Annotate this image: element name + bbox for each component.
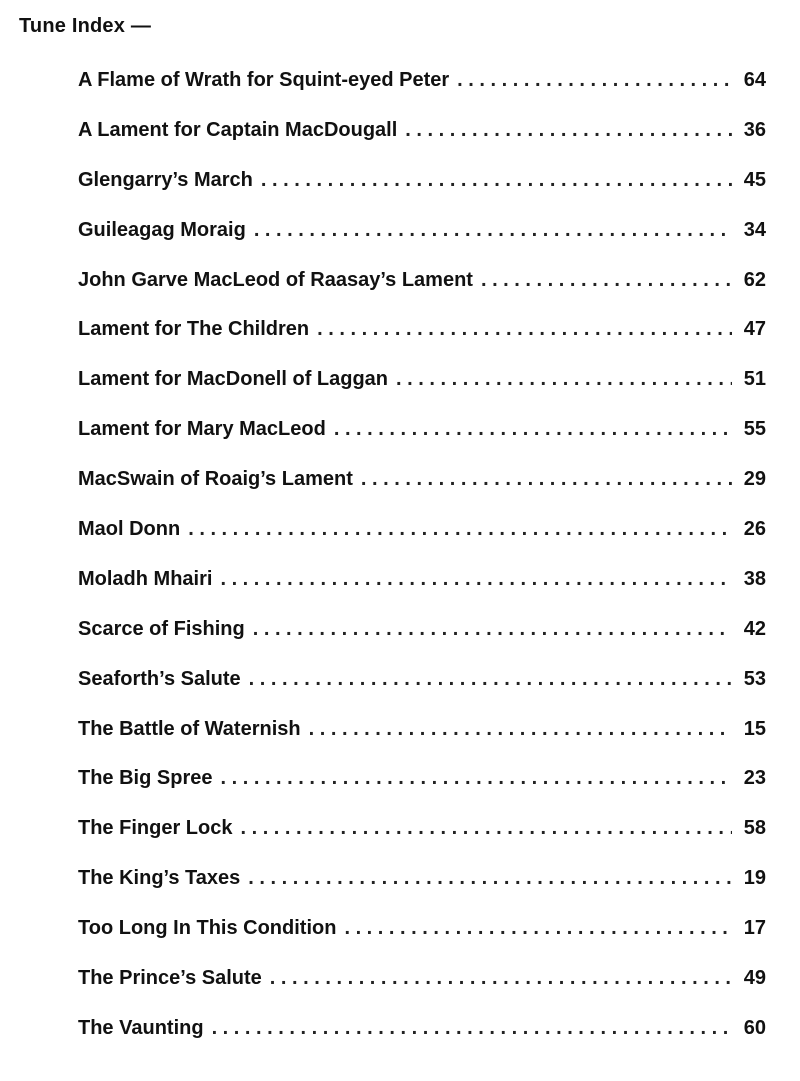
index-heading: Tune Index — bbox=[19, 15, 152, 37]
tune-title: Seaforth’s Salute bbox=[78, 667, 241, 690]
dot-leader bbox=[344, 908, 732, 948]
dot-leader bbox=[457, 60, 732, 100]
dot-leader bbox=[481, 260, 732, 300]
index-entry bbox=[78, 110, 766, 160]
tune-title: Moladh Mhairi bbox=[78, 567, 213, 590]
page-number: 49 bbox=[743, 967, 766, 990]
index-entry bbox=[78, 908, 766, 958]
index-entry bbox=[78, 260, 766, 310]
tune-title: A Flame of Wrath for Squint-eyed Peter bbox=[78, 69, 450, 91]
page-number: 58 bbox=[743, 817, 766, 840]
page-number: 51 bbox=[743, 368, 766, 391]
page-number: 42 bbox=[743, 617, 766, 640]
dot-leader bbox=[254, 210, 732, 250]
page-number: 23 bbox=[743, 767, 766, 790]
page-number: 55 bbox=[743, 418, 766, 441]
tune-title: The Prince’s Salute bbox=[78, 967, 262, 990]
tune-title: John Garve MacLeod of Raasay’s Lament bbox=[78, 268, 473, 291]
index-entry bbox=[78, 808, 766, 858]
index-entry bbox=[78, 160, 766, 210]
dot-leader bbox=[249, 659, 732, 699]
dot-leader bbox=[240, 808, 732, 848]
tune-title: The Big Spree bbox=[78, 767, 213, 790]
page-number: 64 bbox=[743, 69, 766, 91]
tune-index-list bbox=[78, 60, 766, 1058]
index-entry bbox=[78, 858, 766, 908]
index-entry bbox=[78, 309, 766, 359]
dot-leader bbox=[270, 958, 732, 998]
page-number: 34 bbox=[743, 218, 766, 241]
page-number: 38 bbox=[743, 567, 766, 590]
page-number: 17 bbox=[743, 917, 766, 940]
page-number: 15 bbox=[743, 717, 766, 740]
index-entry bbox=[78, 958, 766, 1008]
tune-title: MacSwain of Roaig’s Lament bbox=[78, 468, 353, 491]
index-entry bbox=[78, 509, 766, 559]
index-entry bbox=[78, 559, 766, 609]
tune-title: The Vaunting bbox=[78, 1016, 204, 1039]
tune-title: Lament for MacDonell of Laggan bbox=[78, 368, 389, 391]
tune-title: Too Long In This Condition bbox=[78, 917, 337, 940]
tune-title: Guileagag Moraig bbox=[78, 218, 246, 241]
tune-title: Glengarry’s March bbox=[78, 168, 253, 191]
dot-leader bbox=[253, 609, 732, 649]
page-number: 60 bbox=[743, 1016, 766, 1039]
index-entry bbox=[78, 709, 766, 759]
page-number: 62 bbox=[743, 268, 766, 291]
index-entry bbox=[78, 459, 766, 509]
index-entry bbox=[78, 1008, 766, 1058]
index-entry bbox=[78, 659, 766, 709]
tune-title: Scarce of Fishing bbox=[78, 617, 245, 640]
dot-leader bbox=[248, 858, 732, 898]
dot-leader bbox=[317, 309, 732, 349]
tune-title: A Lament for Captain MacDougall bbox=[78, 118, 398, 141]
dot-leader bbox=[188, 509, 732, 549]
page-number: 19 bbox=[743, 867, 766, 890]
index-entry bbox=[78, 409, 766, 459]
page-number: 36 bbox=[743, 118, 766, 141]
dot-leader bbox=[361, 459, 732, 499]
index-entry bbox=[78, 60, 766, 110]
tune-title: The Battle of Waternish bbox=[78, 717, 301, 740]
dot-leader bbox=[396, 359, 732, 399]
tune-title: Maol Donn bbox=[78, 518, 181, 541]
tune-title: Lament for Mary MacLeod bbox=[78, 418, 326, 441]
page-number: 26 bbox=[743, 518, 766, 541]
dot-leader bbox=[212, 1008, 732, 1048]
dot-leader bbox=[405, 110, 732, 150]
tune-title: Lament for The Children bbox=[78, 318, 310, 341]
page-number: 47 bbox=[743, 318, 766, 341]
index-entry bbox=[78, 609, 766, 659]
index-entry bbox=[78, 359, 766, 409]
tune-title: The Finger Lock bbox=[78, 817, 233, 840]
dot-leader bbox=[309, 709, 732, 749]
index-entry bbox=[78, 758, 766, 808]
page-number: 53 bbox=[743, 667, 766, 690]
page-number: 29 bbox=[743, 468, 766, 491]
page-number: 45 bbox=[743, 168, 766, 191]
tune-title: The King’s Taxes bbox=[78, 867, 241, 890]
dot-leader bbox=[220, 559, 732, 599]
dot-leader bbox=[334, 409, 732, 449]
dot-leader bbox=[261, 160, 732, 200]
dot-leader bbox=[220, 758, 732, 798]
index-entry bbox=[78, 210, 766, 260]
